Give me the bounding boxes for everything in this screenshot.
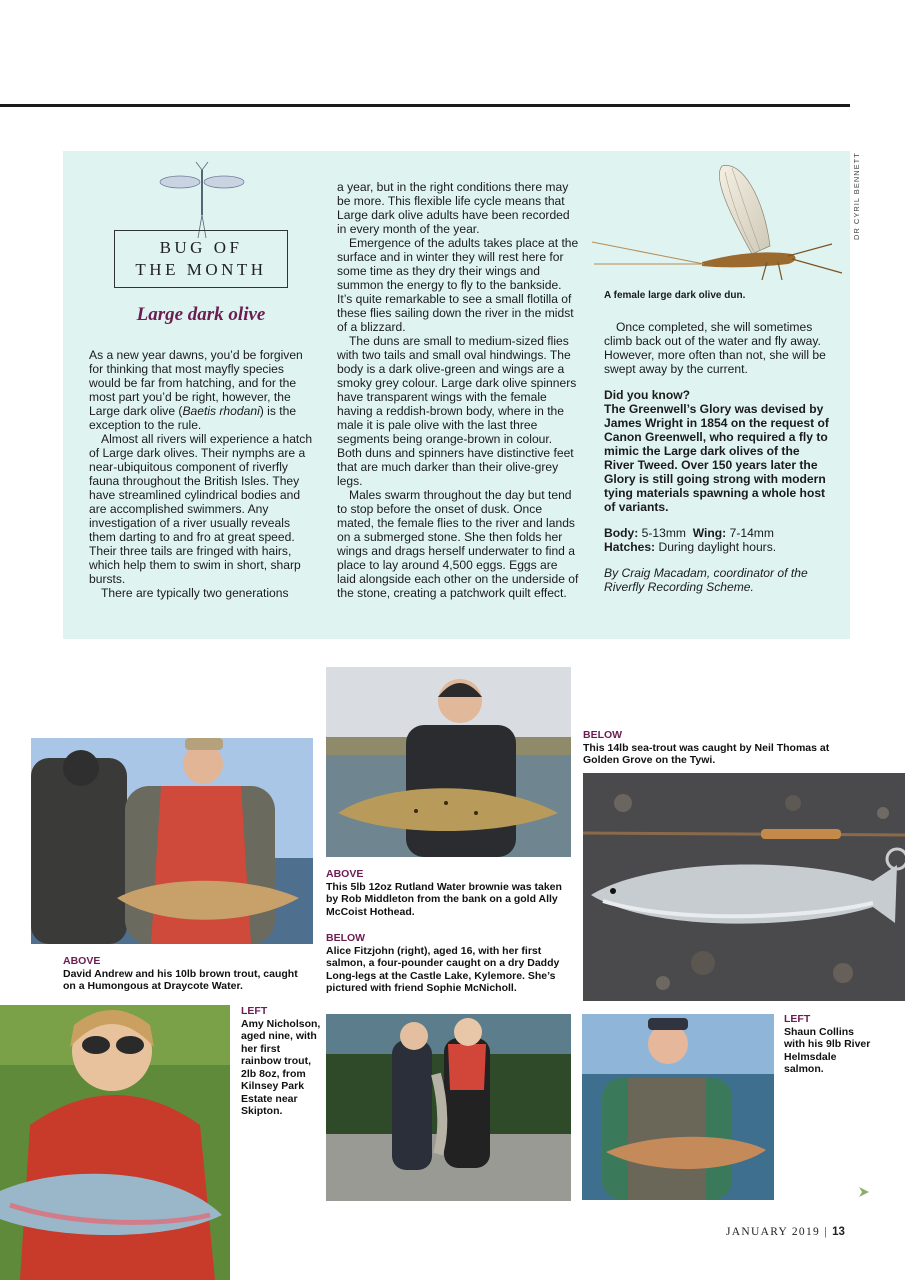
hatch-facts <box>604 540 830 554</box>
caption-alice <box>326 932 571 995</box>
paragraph: Once completed, she will sometimes climb back out of the water and fly away. However, more often than not, she will be swept away by the current. <box>604 320 826 376</box>
paragraph: The duns are small to medium-sized flies with two tails and small oval hindwings. The body is a dark olive-green and wings are a smoky grey colour. Large dark olive spinners have transparent wings with the female having a reddish-brown body, where in the male it is pale olive with the last three segments being orange-brown in colour. Both duns and spinners have distinctive feet that are much darker than their olive-grey legs. <box>337 334 577 488</box>
did-you-know-body: The Greenwell’s Glory was devised by James Wright in 1854 on the request of Canon Greenwell, who required a fly to mimic the Large dark olives of the River Tweed. Over 150 years later the Glory is still going strong with modern tying materials spawning a whole host of variants. <box>604 402 829 514</box>
caption-text: Amy Nicholson, aged nine, with her first rainbow trout, 2lb 8oz, from Kilnsey Park Estate near Skipton. <box>241 1017 321 1117</box>
photo-amy-nicholson <box>0 1005 230 1280</box>
caption-tag: BELOW <box>326 932 366 944</box>
caption-text: David Andrew and his 10lb brown trout, caught on a Humongous at Draycote Water. <box>63 967 298 992</box>
hatches-value: During daylight hours. <box>658 540 777 554</box>
logo-line-2: THE MONTH <box>135 260 267 279</box>
size-facts <box>604 526 830 540</box>
paragraph: There are typically two generations <box>101 586 289 600</box>
photo-neil-thomas-sea-trout <box>583 773 905 1001</box>
caption-shaun <box>784 1013 874 1076</box>
body-value: 5-13mm <box>641 526 686 540</box>
article-column-2 <box>337 180 579 600</box>
wing-label: Wing: <box>692 526 727 540</box>
next-page-arrow-icon <box>856 1184 872 1200</box>
caption-rob <box>326 868 566 918</box>
paragraph: Males swarm throughout the day but tend to stop before the onset of dusk. Once mated, the female flies to the river and lands on a submerged stone. She then folds her wings and drags herself underwater to find a place to lay around 4,500 eggs. Eggs are laid alongside each other on the underside of the stone, creating a patchwork quilt effect. <box>337 488 579 600</box>
photo-credit: DR CYRIL BENNETT <box>852 152 861 240</box>
did-you-know-heading: Did you know? <box>604 388 690 402</box>
paragraph: a year, but in the right conditions there may be more. This flexible life cycle means that Large dark olive adults have been recorded in every month of the year. <box>337 180 570 236</box>
latin-name: Baetis rhodani <box>182 404 260 418</box>
page-number: 13 <box>832 1226 845 1238</box>
caption-text: Alice Fitzjohn (right), aged 16, with her first salmon, a four-pounder caught on a dry Daddy Long-legs at the Castle Lake, Kylemore. She’s pictured with friend Sophie McNicholl. <box>326 944 560 994</box>
photo-shaun-collins <box>582 1014 774 1200</box>
caption-text: This 14lb sea-trout was caught by Neil Thomas at Golden Grove on the Tywi. <box>583 741 830 766</box>
photo-rob-middleton <box>326 667 571 857</box>
caption-amy <box>241 1005 321 1118</box>
hatches-label: Hatches: <box>604 540 656 554</box>
byline: By Craig Macadam, coordinator of the Riverfly Recording Scheme. <box>604 566 808 594</box>
caption-neil <box>583 729 853 767</box>
mayfly-logo-icon <box>158 160 246 240</box>
caption-tag: ABOVE <box>326 868 364 880</box>
page-footer <box>726 1226 845 1238</box>
caption-text: This 5lb 12oz Rutland Water brownie was taken by Rob Middleton from the bank on a gold Ally McCoist Hothead. <box>326 880 562 918</box>
paragraph-intro: As a new year dawns, you’d be forgiven for thinking that most mayfly species would be far from hatching, and for the most part you’d be right, however, the Large dark olive (Baetis rhodani) is the exception to the rule. <box>89 348 303 432</box>
body-label: Body: <box>604 526 639 540</box>
paragraph: Emergence of the adults takes place at the surface and in winter they will rest here for some time as they dry their wings and summon the energy to fly to the bankside. It’s quite remarkable to see a small flotilla of these flies sailing down the river in the midst of a blizzard. <box>337 236 579 334</box>
mayfly-dun-photo <box>592 158 844 283</box>
species-title: Large dark olive <box>136 304 266 325</box>
article-column-1 <box>89 348 315 600</box>
caption-david <box>63 955 313 993</box>
caption-tag: BELOW <box>583 729 623 741</box>
article-column-3 <box>604 320 830 594</box>
caption-tag: LEFT <box>784 1013 811 1025</box>
logo-line-1: BUG OF <box>159 238 243 257</box>
caption-text: Shaun Collins with his 9lb River Helmsdale salmon. <box>784 1025 871 1075</box>
footer-month: JANUARY 2019 <box>726 1226 821 1238</box>
wing-value: 7-14mm <box>729 526 774 540</box>
photo-david-andrew <box>31 738 313 944</box>
header-rule <box>0 104 850 107</box>
bug-of-month-logo <box>114 230 288 288</box>
caption-tag: ABOVE <box>63 955 101 967</box>
footer-sep: | <box>824 1226 828 1238</box>
paragraph: Almost all rivers will experience a hatch of Large dark olives. Their nymphs are a near-ubiquitous component of riverfly fauna throughout the British Isles. They have streamlined cylindrical bodies and are accomplished swimmers. Any investigation of a river usually reveals them darting to and fro at great speed. Their three tails are fringed with hairs, which help them to swim in short, sharp bursts. <box>89 432 313 586</box>
caption-tag: LEFT <box>241 1005 268 1017</box>
photo-alice-fitzjohn <box>326 1014 571 1201</box>
fly-photo-caption: A female large dark olive dun. <box>604 290 746 301</box>
